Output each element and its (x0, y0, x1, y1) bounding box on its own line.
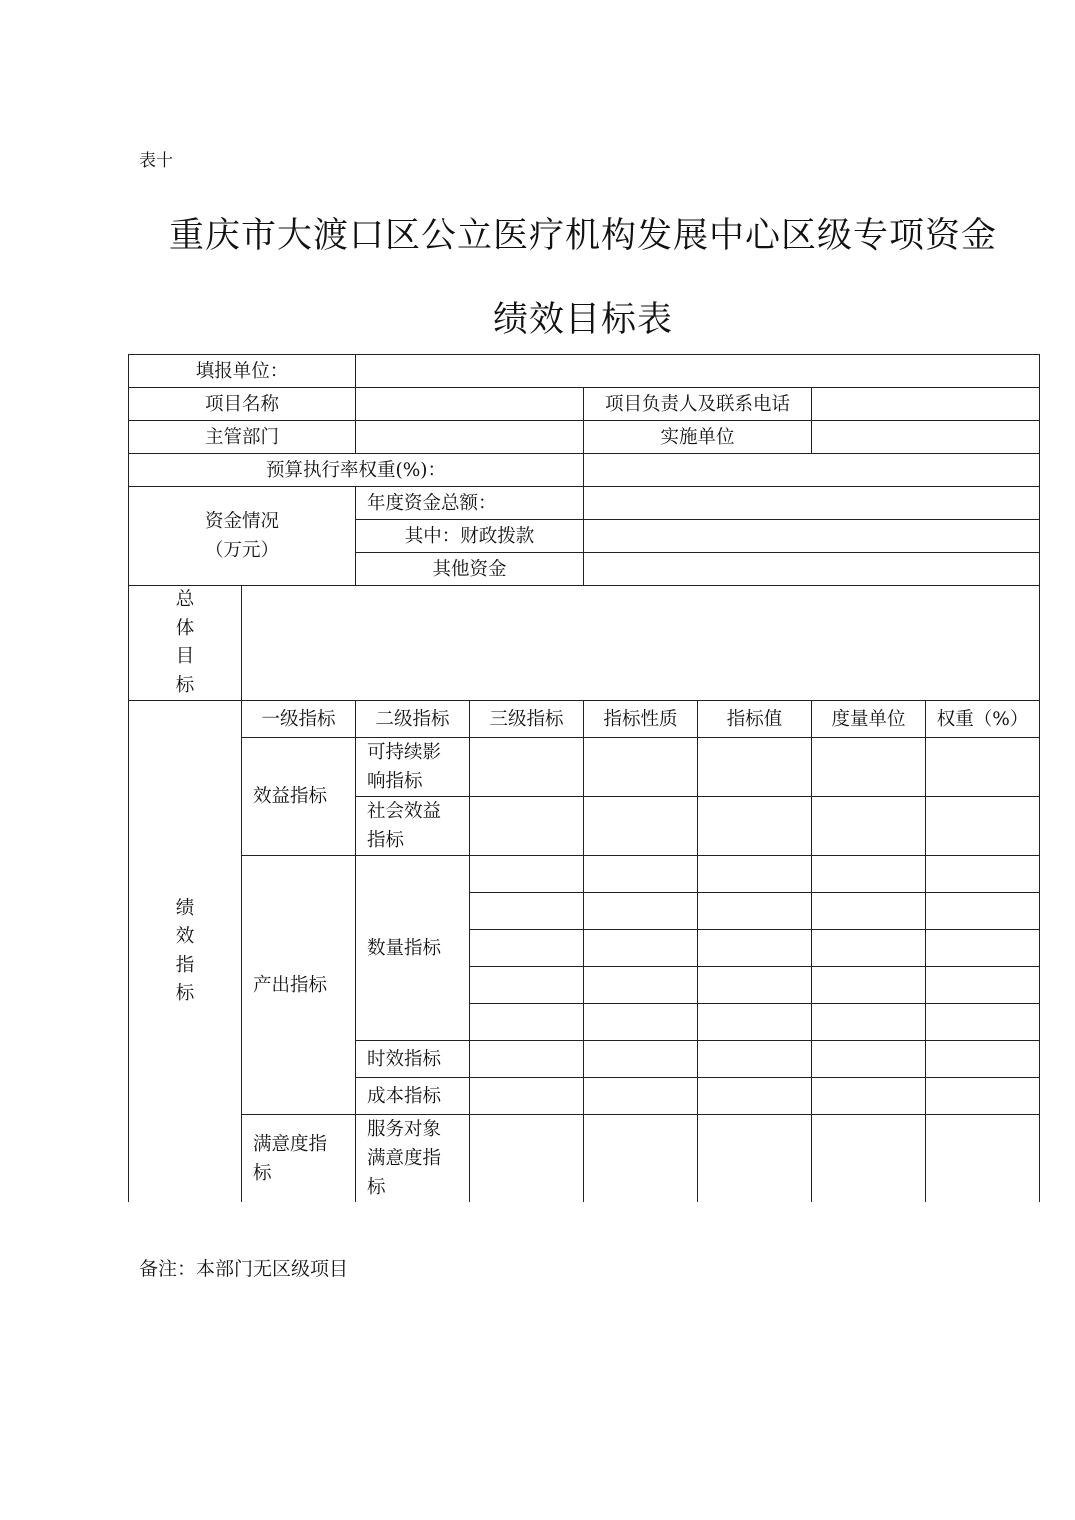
project-name-label: 项目名称 (129, 388, 356, 421)
cell[interactable] (812, 738, 926, 797)
header-level2: 二级指标 (356, 701, 470, 738)
cost-indicator: 成本指标 (356, 1078, 470, 1115)
cell[interactable] (812, 856, 926, 893)
cell[interactable] (698, 1078, 812, 1115)
social-indicator (356, 797, 470, 856)
cell[interactable] (584, 1041, 698, 1078)
table-number-label: 表十 (139, 151, 173, 171)
overall-goal-value[interactable] (242, 586, 1040, 701)
header-nature: 指标性质 (584, 701, 698, 738)
cell[interactable] (584, 967, 698, 1004)
project-leader-label: 项目负责人及联系电话 (584, 388, 812, 421)
cell[interactable] (698, 1004, 812, 1041)
project-leader-value[interactable] (812, 388, 1040, 421)
cell[interactable] (698, 738, 812, 797)
line: 指标 (367, 830, 405, 851)
page-subtitle: 绩效目标表 (492, 300, 673, 340)
cell[interactable] (584, 1004, 698, 1041)
cell[interactable] (584, 797, 698, 856)
cell[interactable] (812, 967, 926, 1004)
char: 指 (175, 954, 195, 976)
char: 体 (175, 617, 195, 639)
funds-text: 资金情况 (205, 511, 280, 532)
cell[interactable] (698, 797, 812, 856)
cell[interactable] (698, 856, 812, 893)
other-funds-label: 其他资金 (356, 553, 584, 586)
cell[interactable] (698, 967, 812, 1004)
cell[interactable] (698, 930, 812, 967)
header-level1: 一级指标 (242, 701, 356, 738)
cell[interactable] (812, 893, 926, 930)
cell[interactable] (470, 1115, 584, 1203)
cell[interactable] (470, 893, 584, 930)
cell[interactable] (470, 797, 584, 856)
cell[interactable] (470, 1078, 584, 1115)
cell[interactable] (926, 1041, 1040, 1078)
fiscal-label: 其中：财政拨款 (356, 520, 584, 553)
reporting-unit-label: 填报单位： (129, 355, 356, 388)
cell[interactable] (812, 1115, 926, 1203)
cell[interactable] (470, 930, 584, 967)
cell[interactable] (926, 1004, 1040, 1041)
line: 标 (367, 1177, 386, 1198)
cell[interactable] (470, 967, 584, 1004)
cell[interactable] (812, 930, 926, 967)
cell[interactable] (584, 1115, 698, 1203)
project-name-value[interactable] (356, 388, 584, 421)
cell[interactable] (698, 1115, 812, 1203)
cell[interactable] (926, 738, 1040, 797)
line: 响指标 (367, 771, 423, 792)
cell[interactable] (470, 1041, 584, 1078)
impl-unit-label: 实施单位 (584, 421, 812, 454)
annual-total-label: 年度资金总额： (356, 487, 584, 520)
remark-note: 备注：本部门无区级项目 (139, 1258, 349, 1280)
cell[interactable] (812, 1004, 926, 1041)
cell[interactable] (926, 797, 1040, 856)
benefit-indicator: 效益指标 (242, 738, 356, 856)
service-satisfaction-indicator (356, 1115, 470, 1203)
fiscal-value[interactable] (584, 520, 1040, 553)
perf-indicator-label (129, 701, 242, 1203)
cell[interactable] (698, 893, 812, 930)
sustain-indicator (356, 738, 470, 797)
impl-unit-value[interactable] (812, 421, 1040, 454)
dept-value[interactable] (356, 421, 584, 454)
page-title: 重庆市大渡口区公立医疗机构发展中心区级专项资金 (168, 216, 997, 256)
header-level3: 三级指标 (470, 701, 584, 738)
cell[interactable] (812, 1078, 926, 1115)
cell[interactable] (812, 1041, 926, 1078)
budget-weight-label: 预算执行率权重(%)： (129, 454, 584, 487)
timeliness-indicator: 时效指标 (356, 1041, 470, 1078)
funds-label (129, 487, 356, 586)
cell[interactable] (584, 930, 698, 967)
cell[interactable] (584, 1078, 698, 1115)
cell[interactable] (926, 1115, 1040, 1203)
char: 效 (175, 926, 195, 947)
output-indicator: 产出指标 (242, 856, 356, 1115)
other-funds-value[interactable] (584, 553, 1040, 586)
cell[interactable] (470, 856, 584, 893)
cell[interactable] (926, 893, 1040, 930)
cell[interactable] (470, 738, 584, 797)
char: 总 (175, 589, 195, 610)
line: 满意度指 (253, 1133, 328, 1155)
performance-goal-table (128, 354, 1040, 1202)
char: 目 (175, 646, 195, 667)
reporting-unit-value[interactable] (356, 355, 1040, 388)
funds-unit: （万元） (205, 540, 280, 561)
header-unit: 度量单位 (812, 701, 926, 738)
cell[interactable] (470, 1004, 584, 1041)
cell[interactable] (584, 856, 698, 893)
char: 标 (175, 983, 195, 1004)
cell[interactable] (698, 1041, 812, 1078)
line: 社会效益 (367, 801, 442, 822)
cell[interactable] (926, 856, 1040, 893)
cell[interactable] (812, 797, 926, 856)
annual-total-value[interactable] (584, 487, 1040, 520)
cell[interactable] (926, 1078, 1040, 1115)
overall-goal-label (129, 586, 242, 701)
cell[interactable] (926, 930, 1040, 967)
char: 标 (175, 674, 195, 696)
dept-label: 主管部门 (129, 421, 356, 454)
line: 满意度指 (367, 1148, 442, 1169)
cell[interactable] (584, 738, 698, 797)
header-value: 指标值 (698, 701, 812, 738)
line: 标 (253, 1162, 272, 1184)
header-weight: 权重（%） (926, 701, 1040, 738)
cell[interactable] (584, 893, 698, 930)
cell[interactable] (926, 967, 1040, 1004)
line: 可持续影 (367, 742, 442, 763)
quantity-indicator: 数量指标 (356, 856, 470, 1041)
char: 绩 (175, 897, 195, 919)
budget-weight-value[interactable] (584, 454, 1040, 487)
line: 服务对象 (367, 1119, 442, 1140)
satisfaction-indicator (242, 1115, 356, 1203)
